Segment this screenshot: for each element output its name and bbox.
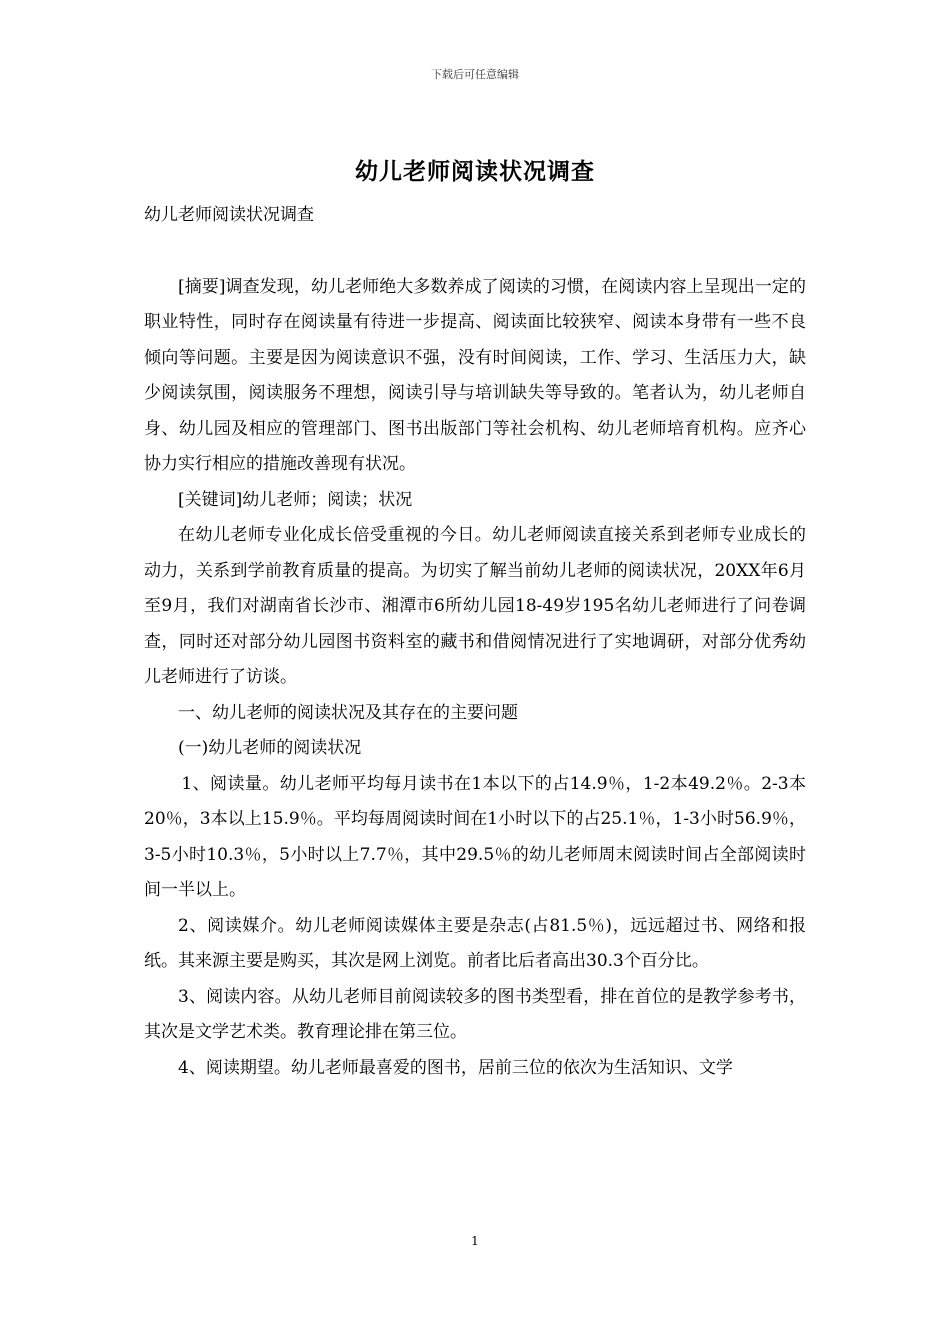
- reading-volume-paragraph: 1、阅读量。幼儿老师平均每月读书在1本以下的占14.9％，1-2本49.2％。2-3本20％，3本以上15.9％。平均每周阅读时间在1小时以下的占25.1％，1-3小时56.9％，3-5小时10.3％，5小时以上7.7％，其中29.5％的幼儿老师周末阅读时间占全部阅读时间一半以上。: [144, 773, 806, 900]
- page-number: 1: [471, 1234, 479, 1248]
- document-body: [144, 198, 806, 1086]
- document-subtitle: 幼儿老师阅读状况调查: [144, 205, 314, 225]
- intro-paragraph: 在幼儿老师专业化成长倍受重视的今日。幼儿老师阅读直接关系到老师专业成长的动力，关系到学前教育质量的提高。为切实了解当前幼儿老师的阅读状况，20XX年6月至9月，我们对湖南省长沙市、湘潭市6所幼儿园18-49岁195名幼儿老师进行了问卷调查，同时还对部分幼儿园图书资料室的藏书和借阅情况进行了实地调研，对部分优秀幼儿老师进行了访谈。: [144, 525, 806, 687]
- reading-expectation-paragraph: 4、阅读期望。幼儿老师最喜爱的图书，居前三位的依次为生活知识、文学: [178, 1057, 733, 1078]
- document-title: 幼儿老师阅读状况调查: [355, 158, 595, 185]
- reading-media-paragraph: 2、阅读媒介。幼儿老师阅读媒体主要是杂志(占81.5％)，远远超过书、网络和报纸。其来源主要是购买，其次是网上浏览。前者比后者高出30.3个百分比。: [144, 915, 806, 971]
- keywords-paragraph: [关键词]幼儿老师；阅读；状况: [178, 489, 413, 510]
- reading-content-paragraph: 3、阅读内容。从幼儿老师目前阅读较多的图书类型看，排在首位的是教学参考书，其次是文学艺术类。教育理论排在第三位。: [144, 986, 806, 1042]
- section-heading: 一、幼儿老师的阅读状况及其存在的主要问题: [178, 702, 518, 723]
- header-note: 下载后可任意编辑: [431, 68, 519, 81]
- abstract-paragraph: [摘要]调查发现，幼儿老师绝大多数养成了阅读的习惯，在阅读内容上呈现出一定的职业特性，同时存在阅读量有待进一步提高、阅读面比较狭窄、阅读本身带有一些不良倾向等问题。主要是因为阅读意识不强，没有时间阅读，工作、学习、生活压力大，缺少阅读氛围，阅读服务不理想，阅读引导与培训缺失等导致的。笔者认为，幼儿老师自身、幼儿园及相应的管理部门、图书出版部门等社会机构、幼儿老师培育机构。应齐心协力实行相应的措施改善现有状况。: [144, 276, 806, 474]
- subsection-heading: (一)幼儿老师的阅读状况: [178, 738, 362, 758]
